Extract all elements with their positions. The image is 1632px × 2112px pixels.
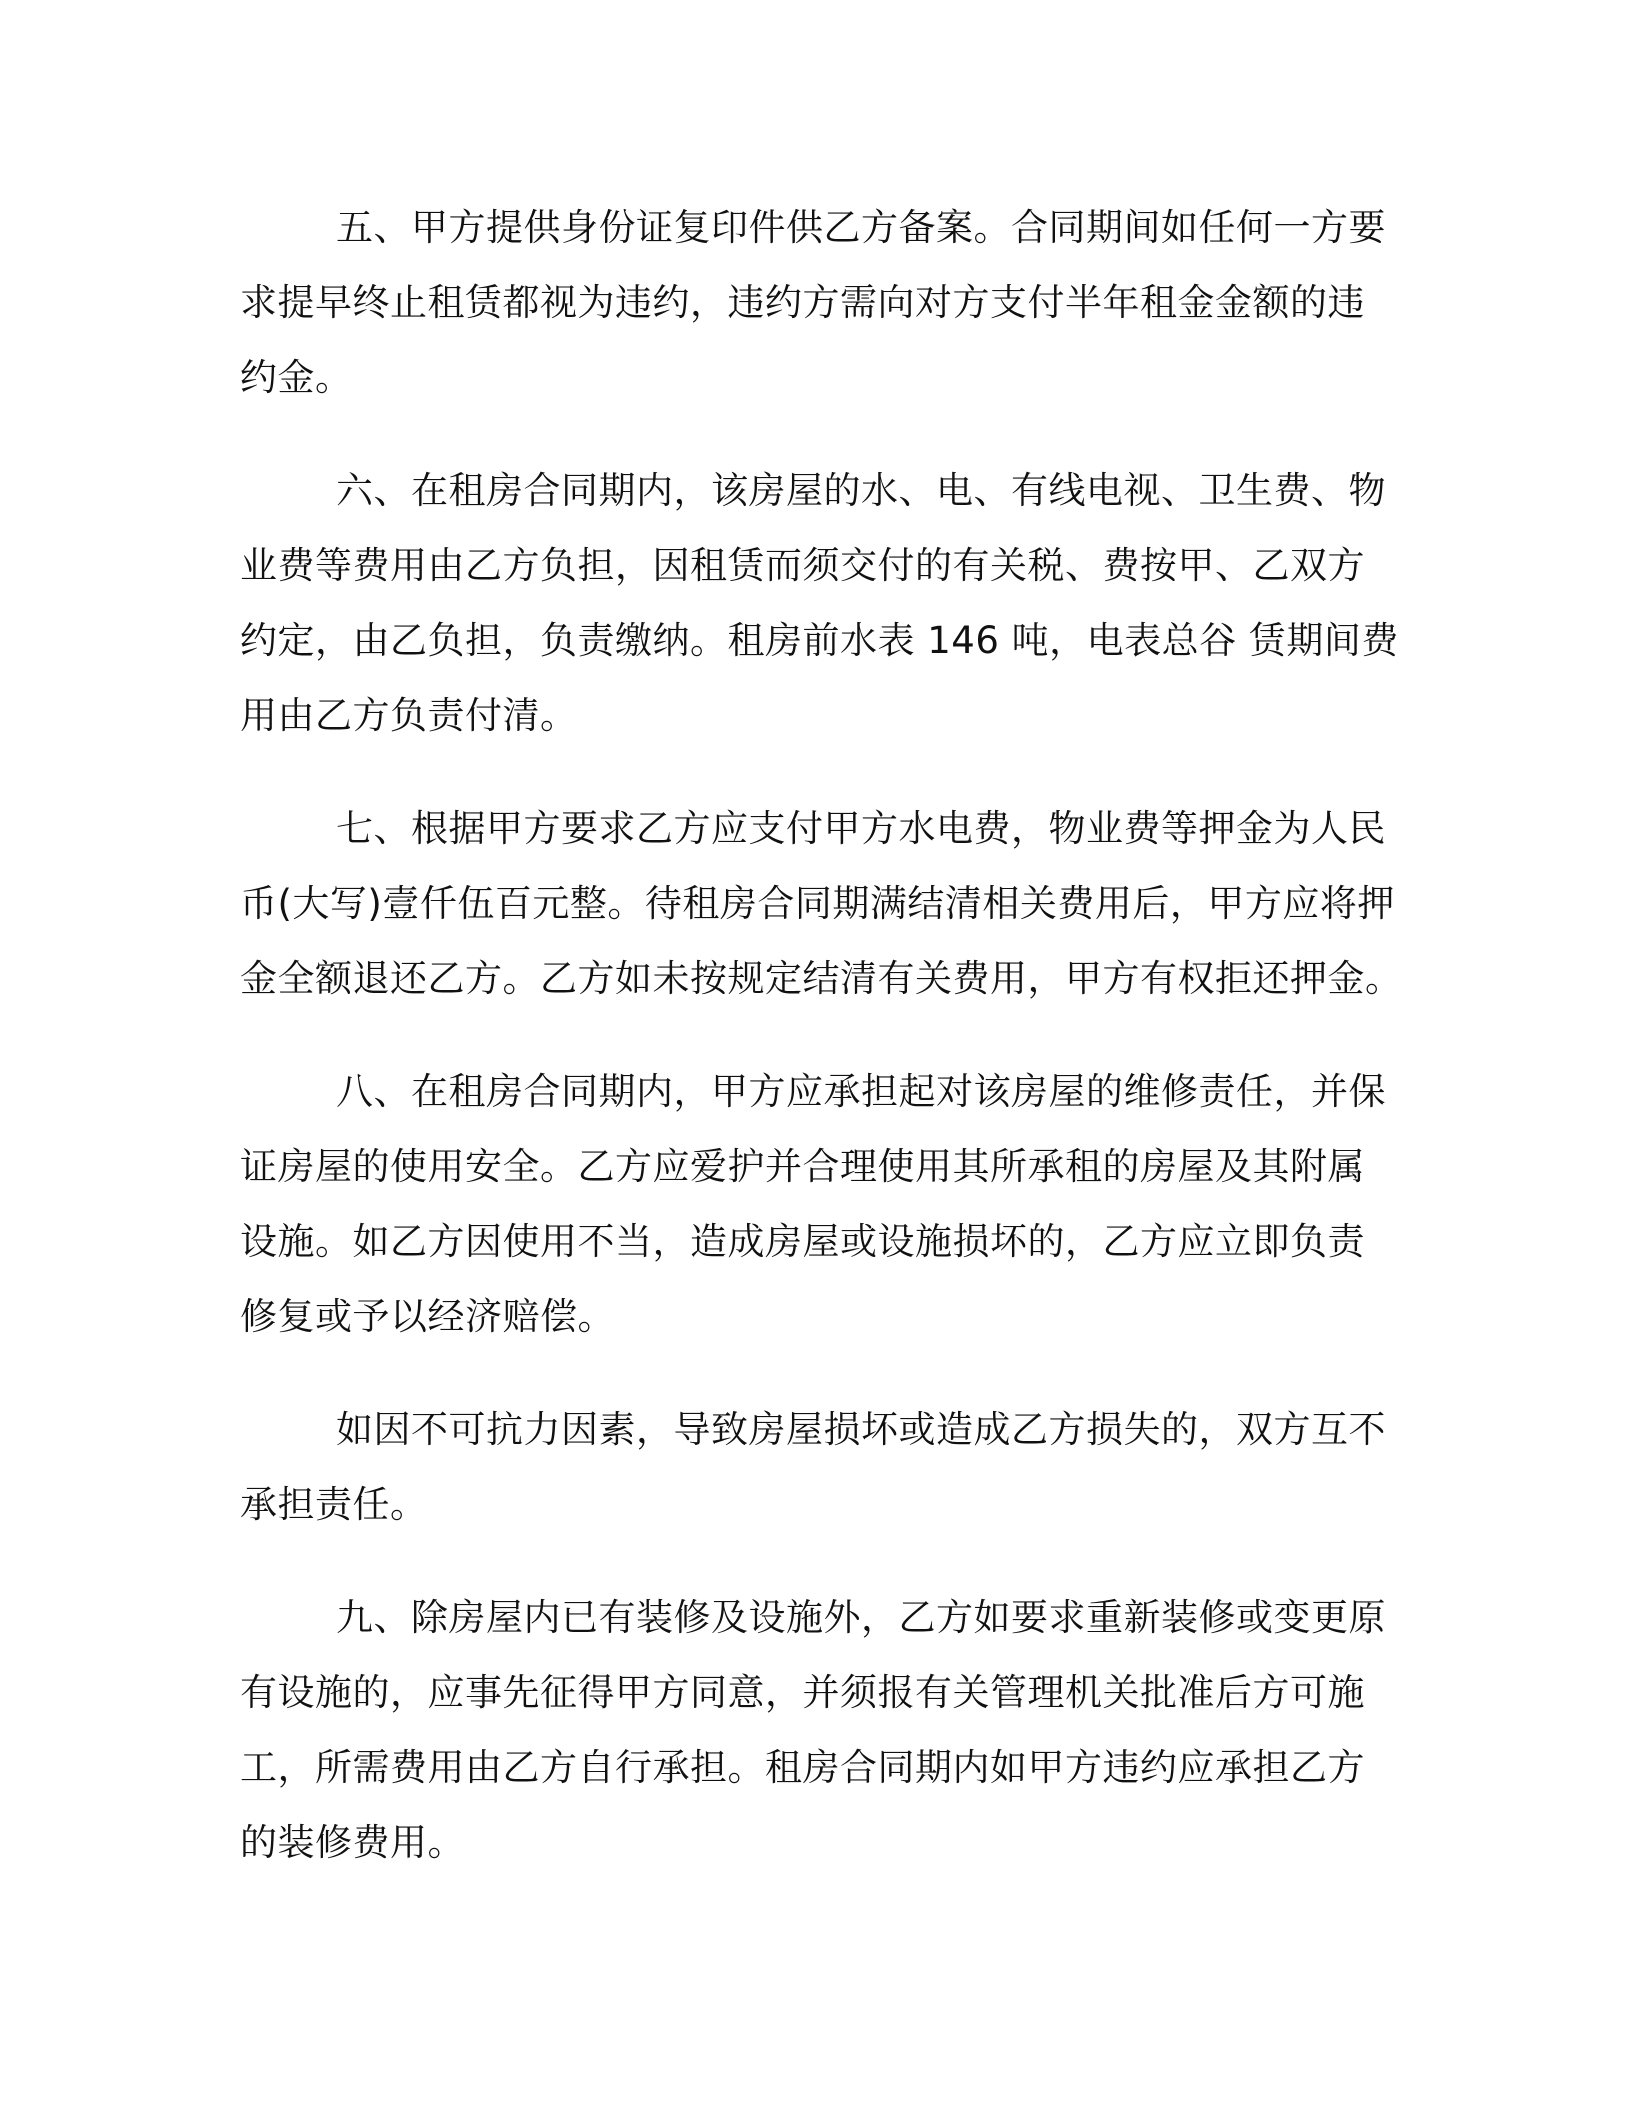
paragraph-line: 七、根据甲方要求乙方应支付甲方水电费，物业费等押金为人民 (336, 807, 1386, 850)
paragraph-line: 求提早终止租赁都视为违约，违约方需向对方支付半年租金金额的违 (240, 281, 1365, 324)
paragraph-line: 约金。 (240, 356, 353, 399)
clause-8-force-majeure (240, 1392, 1390, 1542)
paragraph-line: 证房屋的使用安全。乙方应爱护并合理使用其所承租的房屋及其附属 (240, 1145, 1365, 1188)
document-body (240, 190, 1403, 1918)
paragraph-line: 九、除房屋内已有装修及设施外，乙方如要求重新装修或变更原 (336, 1596, 1386, 1639)
paragraph-line: 六、在租房合同期内，该房屋的水、电、有线电视、卫生费、物 (336, 469, 1386, 512)
paragraph-line: 金全额退还乙方。乙方如未按规定结清有关费用，甲方有权拒还押金。 (240, 957, 1403, 1000)
paragraph-line: 工，所需费用由乙方自行承担。租房合同期内如甲方违约应承担乙方 (240, 1746, 1365, 1789)
paragraph-line: 约定，由乙负担，负责缴纳。租房前水表 146 吨，电表总谷 赁期间费 (240, 619, 1399, 662)
paragraph-line: 业费等费用由乙方负担，因租赁而须交付的有关税、费按甲、乙双方 (240, 544, 1365, 587)
paragraph-line: 如因不可抗力因素，导致房屋损坏或造成乙方损失的，双方互不 (336, 1408, 1386, 1451)
paragraph-line: 用由乙方负责付清。 (240, 694, 578, 737)
paragraph-line: 币(大写)壹仟伍百元整。待租房合同期满结清相关费用后，甲方应将押 (240, 882, 1395, 925)
paragraph-line: 的装修费用。 (240, 1821, 465, 1864)
paragraph-line: 承担责任。 (240, 1483, 428, 1526)
paragraph-line: 五、甲方提供身份证复印件供乙方备案。合同期间如任何一方要 (336, 206, 1386, 249)
paragraph-line: 设施。如乙方因使用不当，造成房屋或设施损坏的，乙方应立即负责 (240, 1220, 1365, 1263)
clause-8 (240, 1054, 1390, 1354)
paragraph-line: 修复或予以经济赔偿。 (240, 1295, 615, 1338)
clause-5 (240, 190, 1390, 415)
paragraph-line: 八、在租房合同期内，甲方应承担起对该房屋的维修责任，并保 (336, 1070, 1386, 1113)
clause-9 (240, 1580, 1390, 1880)
clause-6 (240, 453, 1399, 753)
paragraph-line: 有设施的，应事先征得甲方同意，并须报有关管理机关批准后方可施 (240, 1671, 1365, 1714)
clause-7 (240, 791, 1403, 1016)
